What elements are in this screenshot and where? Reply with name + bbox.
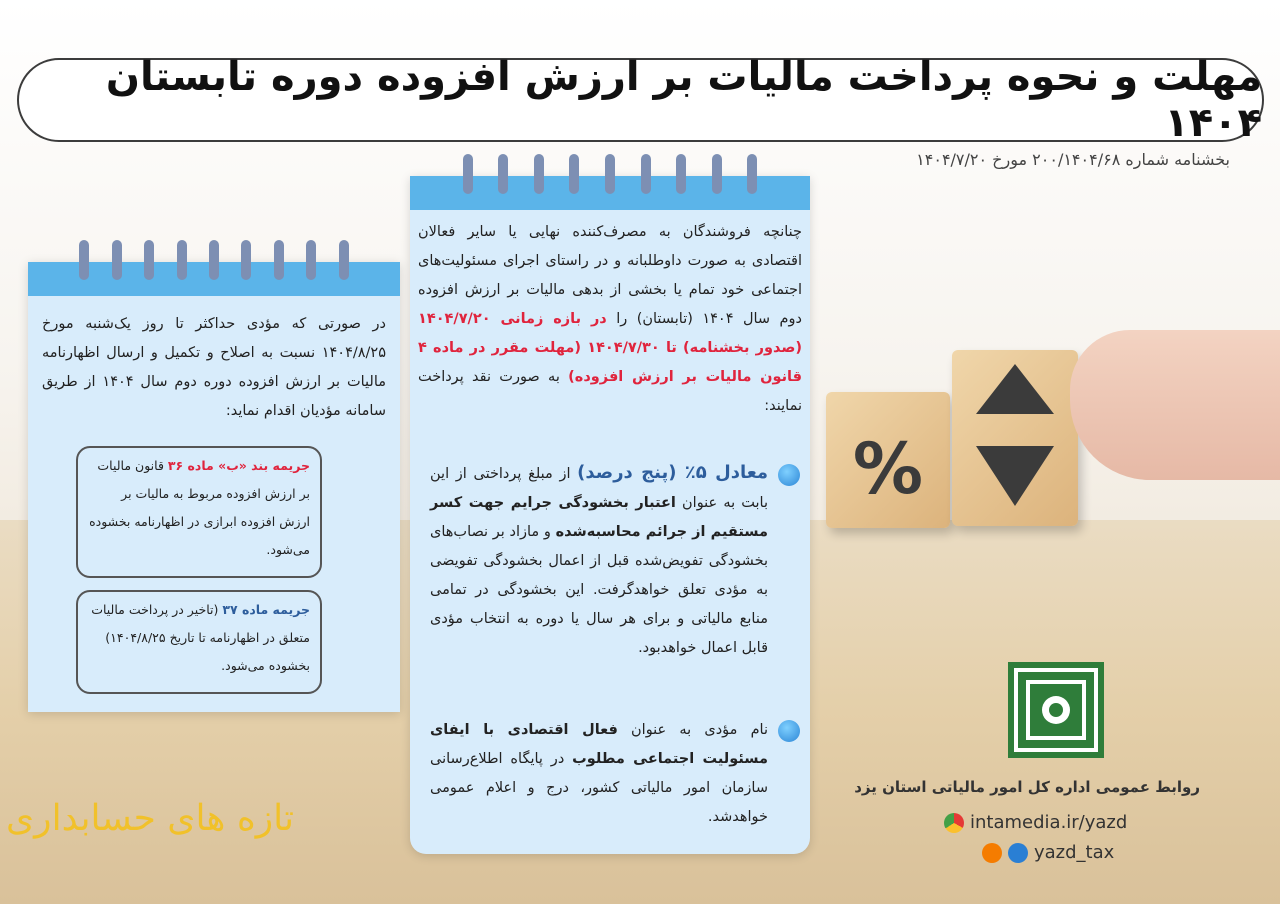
binder-rings [28, 240, 400, 280]
binder-ring-icon [144, 240, 154, 280]
binder-ring-icon [676, 154, 686, 194]
organization-name: روابط عمومی اداره کل امور مالیاتی استان یزد [854, 778, 1200, 796]
binder-ring-icon [463, 154, 473, 194]
binder-ring-icon [534, 154, 544, 194]
social-handle-text[interactable]: yazd_tax [1034, 842, 1115, 863]
penalty-box-37 [76, 590, 322, 694]
binder-ring-icon [274, 240, 284, 280]
bullet-1-text-b: و مازاد بر نصاب‌های بخشودگی تفویض‌شده قبل از اعمال بخشودگی تفویضی به مؤدی تعلق خواهدگرفت. این بخشودگی در تمامی منابع مالیاتی و برای هر سال یا دوره به انتخاب مؤدی قابل اعمال خواهدبود. [430, 524, 768, 656]
arrows-cube [952, 350, 1078, 526]
title-banner [17, 54, 1264, 146]
bullet-1-text-a: از مبلغ پرداختی از این بابت به عنوان [430, 466, 768, 511]
binder-ring-icon [241, 240, 251, 280]
binder-rings [410, 154, 810, 194]
bullet-icon [778, 464, 800, 486]
penalty-36-title: جریمه بند «ب» ماده ۳۶ [167, 458, 310, 473]
intro-text-a: چنانچه فروشندگان به مصرف‌کننده نهایی یا سایر فعالان اقتصادی به صورت داوطلبانه و در راستای اجرای مسئولیت‌های اجتماعی خود تمام یا بخشی از بدهی مالیات بر ارزش افزوده دوم سال ۱۴۰۴ (تابستان) را [418, 224, 802, 327]
intro-deadline-red: در بازه زمانی ۱۴۰۴/۷/۲۰ (صدور بخشنامه) تا ۱۴۰۴/۷/۳۰ (مهلت مقرر در ماده ۴ قانون مالیات بر ارزش افزوده) [418, 311, 802, 385]
binder-ring-icon [339, 240, 349, 280]
left-intro-text: در صورتی که مؤدی حداکثر تا روز یک‌شنبه مورخ ۱۴۰۴/۸/۲۵ نسبت به اصلاح و تکمیل و ارسال اظهارنامه مالیات بر ارزش افزوده دوره دوم سال ۱۴۰۴ از طریق سامانه مؤدیان اقدام نماید: [42, 316, 386, 419]
percent-cube [826, 392, 950, 528]
penalty-37-title: جریمه ماده ۳۷ [222, 602, 310, 617]
card-header [28, 262, 400, 296]
organization-logo [1008, 662, 1104, 758]
binder-ring-icon [569, 154, 579, 194]
card-header [410, 176, 810, 210]
penalty-37-text: (تاخیر در پرداخت مالیات متعلق در اظهارنامه تا تاریخ ۱۴۰۴/۸/۲۵) بخشوده می‌شود. [91, 602, 310, 673]
website-link[interactable] [944, 812, 1127, 833]
bullet-1-bold: اعتبار بخشودگی جرایم جهت کسر مستقیم از جرائم محاسبه‌شده [430, 495, 769, 540]
penalty-36-text: قانون مالیات بر ارزش افزوده مربوط به مالیات بر ارزش افزوده ابرازی در اظهارنامه بخشوده می‌شود. [89, 458, 310, 557]
binder-ring-icon [605, 154, 615, 194]
bullet-2-paragraph [430, 716, 768, 832]
chrome-icon [944, 813, 964, 833]
binder-ring-icon [209, 240, 219, 280]
page-title: مهلت و نحوه پرداخت مالیات بر ارزش افزوده دوره تابستان ۱۴۰۴ [105, 54, 1262, 146]
percent-symbol: % [852, 428, 924, 510]
circular-reference: بخشنامه شماره ۲۰۰/۱۴۰۴/۶۸ مورخ ۱۴۰۴/۷/۲۰ [916, 150, 1230, 169]
hand-image [1070, 330, 1280, 480]
binder-ring-icon [112, 240, 122, 280]
bullet-1-paragraph [430, 458, 768, 663]
tax-emblem-icon [1008, 662, 1104, 758]
main-intro-paragraph [418, 218, 802, 421]
bullet-2-text-a: نام مؤدی به عنوان [631, 722, 769, 738]
intro-text-b: به صورت نقد پرداخت نمایند: [418, 369, 802, 414]
bullet-1-heading: معادل ۵٪ (پنج درصد) [577, 462, 769, 483]
binder-ring-icon [498, 154, 508, 194]
up-down-arrows-icon [952, 350, 1078, 526]
social-handle[interactable] [982, 842, 1114, 863]
bullet-2-text-b: در پایگاه اطلاع‌رسانی سازمان امور مالیاتی کشور، درج و اعلام عمومی خواهدشد. [430, 751, 768, 825]
eitaa-icon [982, 843, 1002, 863]
watermark-text: تازه های حسابداری [6, 798, 295, 839]
verified-icon [1008, 843, 1028, 863]
binder-ring-icon [641, 154, 651, 194]
penalty-box-36 [76, 446, 322, 578]
binder-ring-icon [177, 240, 187, 280]
binder-ring-icon [712, 154, 722, 194]
bullet-2-bold: فعال اقتصادی با ایفای مسئولیت اجتماعی مطلوب [430, 722, 768, 767]
binder-ring-icon [747, 154, 757, 194]
bullet-icon [778, 720, 800, 742]
binder-ring-icon [306, 240, 316, 280]
binder-ring-icon [79, 240, 89, 280]
website-text[interactable]: intamedia.ir/yazd [970, 812, 1128, 833]
